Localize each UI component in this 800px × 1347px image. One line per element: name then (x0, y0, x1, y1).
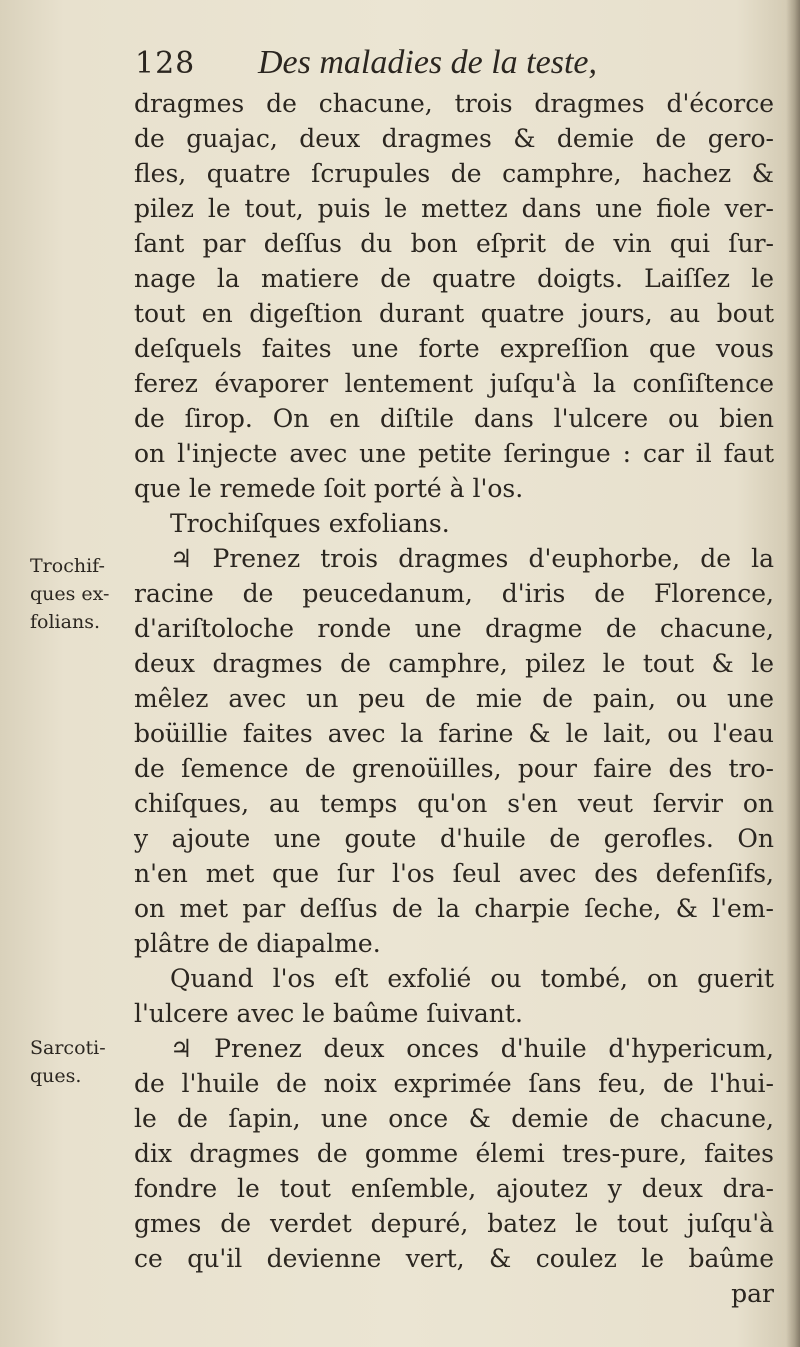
text-line: deux dragmes de camphre, pilez le tout & le (134, 649, 774, 678)
text-line: le de ſapin, une once & demie de chacune, (134, 1104, 774, 1133)
body-text (134, 86, 774, 1311)
margin-note-line: folians. (30, 611, 100, 633)
section-heading-trochisques: Trochiſques exfolians. (170, 509, 450, 538)
text-line: mêlez avec un peu de mie de pain, ou une (134, 684, 774, 713)
text-line: nage la matiere de quatre doigts. Laiſſez le (134, 264, 774, 293)
text-line: plâtre de diapalme. (134, 929, 381, 958)
text-line: de ſemence de grenoüilles, pour faire des tro- (134, 754, 774, 783)
text-line: ſant par deſſus du bon eſprit de vin qui ſur- (134, 229, 774, 258)
recipe-line: ♃ Prenez deux onces d'huile d'hypericum, (170, 1034, 774, 1063)
margin-note-line: Trochif- (30, 555, 105, 577)
text-line: ferez évaporer lentement juſqu'à la conſiſtence (134, 369, 774, 398)
text-line: chiſques, au temps qu'on s'en veut ſervir on (134, 789, 774, 818)
text-line: ce qu'il devienne vert, & coulez le baûme (134, 1244, 774, 1273)
text-line: l'ulcere avec le baûme ſuivant. (134, 999, 523, 1028)
text-line: n'en met que ſur l'os ſeul avec des defenſifs, (134, 859, 774, 888)
text-line: de ſirop. On en diſtile dans l'ulcere ou bien (134, 404, 774, 433)
text-line: boüillie faites avec la farine & le lait, ou l'eau (134, 719, 774, 748)
margin-note-line: ques. (30, 1065, 82, 1087)
text-line: racine de peucedanum, d'iris de Florence, (134, 579, 774, 608)
margin-note-sarcotiques (30, 1034, 125, 1090)
page-edge-shadow (786, 0, 800, 1347)
running-title: Des maladies de la teste, (258, 44, 597, 81)
text-line: de guajac, deux dragmes & demie de gero- (134, 124, 774, 153)
text-line: dragmes de chacune, trois dragmes d'écorce (134, 89, 774, 118)
text-line: de l'huile de noix exprimée ſans feu, de l'hui- (134, 1069, 774, 1098)
text-line: on l'injecte avec une petite ſeringue : car il faut (134, 439, 774, 468)
text-line: dix dragmes de gomme élemi tres-pure, faites (134, 1139, 774, 1168)
text-line: fondre le tout enſemble, ajoutez y deux dra- (134, 1174, 774, 1203)
text-line: tout en digeſtion durant quatre jours, au bout (134, 299, 774, 328)
text-line: y ajoute une goute d'huile de gerofles. On (134, 824, 774, 853)
catchword: par (731, 1279, 774, 1308)
text-line: deſquels faites une forte expreſſion que vous (134, 334, 774, 363)
page-number: 128 (135, 46, 196, 81)
margin-note-line: Sarcoti- (30, 1037, 106, 1059)
text-line: d'ariſtoloche ronde une dragme de chacune, (134, 614, 774, 643)
margin-note-trochisques (30, 552, 125, 636)
text-line: on met par deſſus de la charpie ſeche, & l'em- (134, 894, 774, 923)
recipe-line: ♃ Prenez trois dragmes d'euphorbe, de la (170, 544, 774, 573)
text-line: que le remede ſoit porté à l'os. (134, 474, 524, 503)
text-line: Quand l'os eſt exfolié ou tombé, on guerit (170, 964, 774, 993)
text-line: fles, quatre ſcrupules de camphre, hachez & (134, 159, 774, 188)
margin-note-line: ques ex- (30, 583, 110, 605)
text-line: gmes de verdet depuré, batez le tout juſqu'à (134, 1209, 774, 1238)
text-line: pilez le tout, puis le mettez dans une fiole ver- (134, 194, 774, 223)
